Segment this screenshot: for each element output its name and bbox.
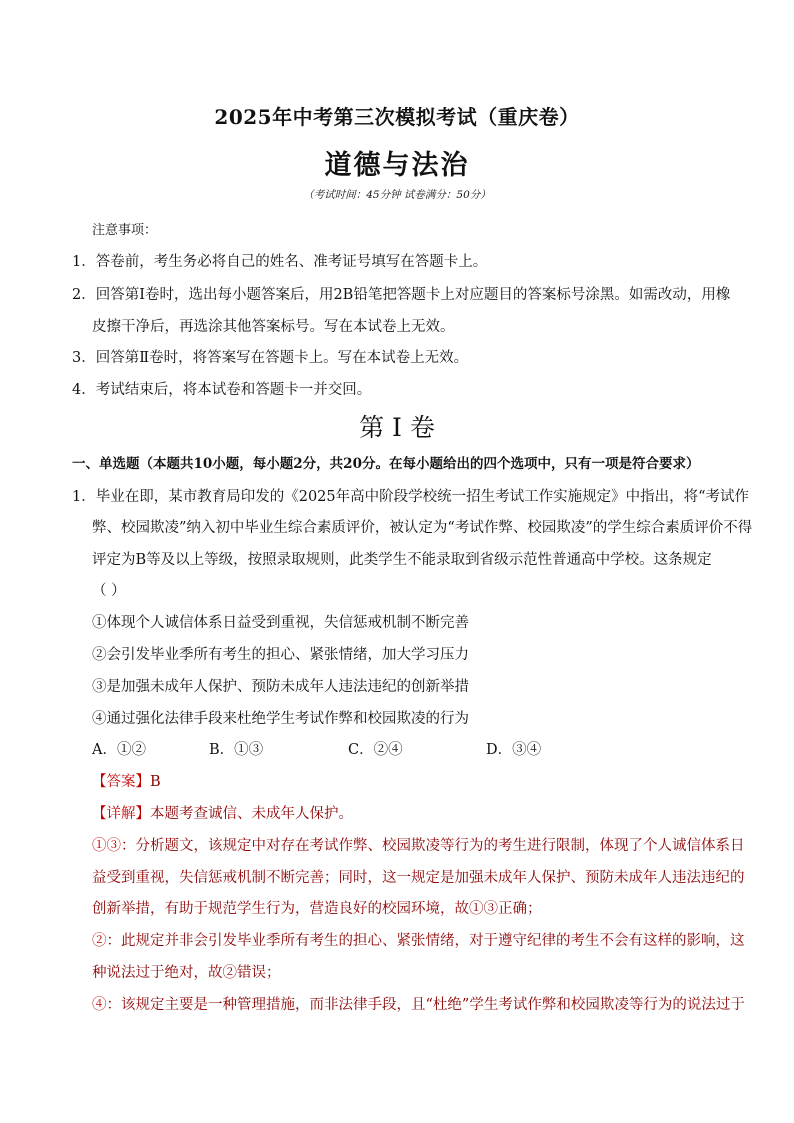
notice-heading: 注意事项： — [92, 223, 158, 238]
analysis-line — [92, 993, 745, 1014]
statement: ④通过强化法律手段来杜绝学生考试作弊和校园欺凌的行为 — [92, 711, 469, 727]
analysis-text: 益受到重视，失信惩戒机制不断完善；同时，这一规定是加强未成年人保护、预防未成年人违法违纪的 — [92, 870, 745, 886]
section-title: 第 I 卷 — [359, 413, 435, 442]
analysis-text: 创新举措，有助于规范学生行为，营造良好的校园环境，故①③正确； — [92, 901, 542, 917]
question-stem: 评定为B等及以上等级，按照录取规则，此类学生不能录取到省级示范性普通高中学校。这条规定 — [92, 552, 712, 568]
statement: ③是加强未成年人保护、预防未成年人违法违纪的创新举措 — [92, 679, 469, 695]
analysis-mark: ①③ — [92, 838, 121, 854]
subject-title: 道德与法治 — [324, 150, 470, 181]
notice-item: 2．回答第Ⅰ卷时，选出每小题答案后，用2B铅笔把答题卡上对应题目的答案标号涂黑。如需改动，用橡 — [72, 287, 731, 303]
analysis-text: 种说法过于绝对，故②错误； — [92, 965, 281, 981]
answer-value: B — [150, 774, 161, 790]
detail-intro: 本题考查诚信、未成年人保护。 — [150, 806, 353, 822]
analysis-text: ：此规定并非会引发毕业季所有考生的担心、紧张情绪，对于遵守纪律的考生不会有这样的影响，这 — [106, 933, 745, 949]
notice-item: 1．答卷前，考生务必将自己的姓名、准考证号填写在答题卡上。 — [72, 254, 488, 270]
answer-tag: 【答案】 — [92, 774, 150, 790]
option-d: D．③④ — [486, 742, 542, 758]
section-heading: 一、单选题（本题共10小题，每小题2分，共20分。在每小题给出的四个选项中，只有一项是符合要求） — [72, 456, 700, 472]
exam-title: 2025年中考第三次模拟考试（重庆卷） — [214, 105, 580, 129]
analysis-mark: ② — [92, 933, 107, 949]
detail-tag: 【详解】 — [92, 806, 150, 822]
statement: ①体现个人诚信体系日益受到重视，失信惩戒机制不断完善 — [92, 615, 469, 631]
analysis-line — [92, 929, 745, 950]
analysis-line — [92, 834, 745, 855]
notice-item: 皮擦干净后，再选涂其他答案标号。写在本试卷上无效。 — [92, 319, 455, 335]
notice-item: 4．考试结束后，将本试卷和答题卡一并交回。 — [72, 382, 372, 398]
question-stem: 弊、校园欺凌”纳入初中毕业生综合素质评价，被认定为“考试作弊、校园欺凌”的学生综合素质评价不得 — [92, 520, 753, 536]
analysis-text: ：该规定主要是一种管理措施，而非法律手段，且“杜绝”学生考试作弊和校园欺凌等行为的说法过于 — [106, 997, 745, 1013]
notice-item: 3．回答第Ⅱ卷时，将答案写在答题卡上。写在本试卷上无效。 — [72, 350, 469, 366]
analysis-text: ：分析题文，该规定中对存在考试作弊、校园欺凌等行为的考生进行限制，体现了个人诚信体系日 — [121, 838, 745, 854]
detail-line — [92, 802, 353, 823]
statement: ②会引发毕业季所有考生的担心、紧张情绪，加大学习压力 — [92, 647, 469, 663]
answer-line — [92, 770, 161, 791]
analysis-mark: ④ — [92, 997, 107, 1013]
exam-info: （考试时间：45分钟 试卷满分：50分） — [303, 189, 491, 201]
question-stem: 1．毕业在即，某市教育局印发的《2025年高中阶段学校统一招生考试工作实施规定》中指出，将“考试作 — [72, 489, 750, 505]
option-a: A．①② — [92, 742, 146, 758]
option-b: B．①③ — [209, 742, 264, 758]
question-stem: （ ） — [92, 583, 126, 599]
option-c: C．②④ — [348, 742, 403, 758]
